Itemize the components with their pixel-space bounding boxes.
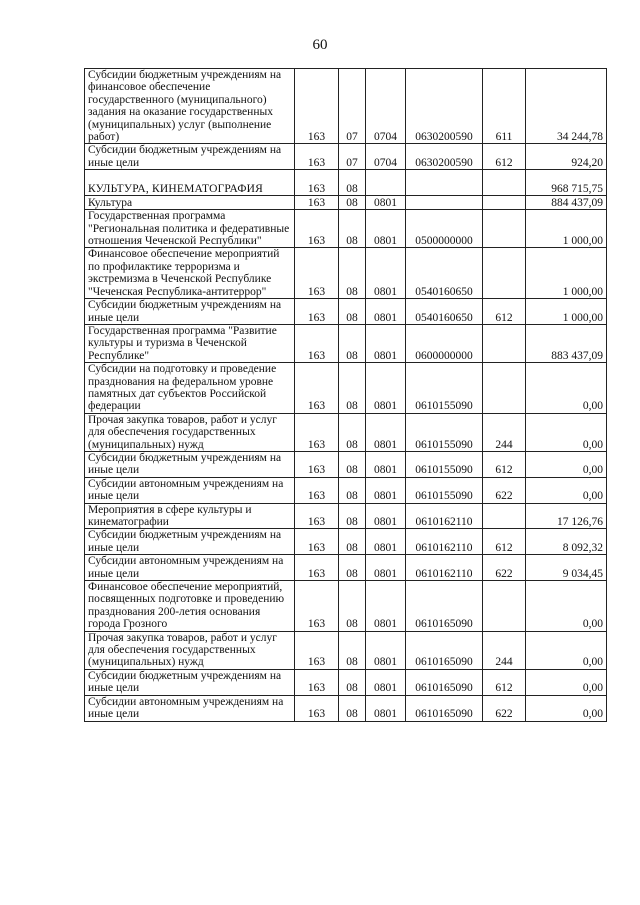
target-item-cell: 0610165090 <box>406 669 483 695</box>
table-row <box>85 581 607 632</box>
section-code-cell: 08 <box>339 324 366 362</box>
expense-type-cell: 244 <box>483 413 526 451</box>
page-number: 60 <box>312 37 328 53</box>
target-item-cell: 0630200590 <box>406 144 483 170</box>
row-name-cell: Субсидии бюджетным учреждениям на иные цели <box>85 529 295 555</box>
subsection-code-cell: 0704 <box>366 69 406 144</box>
ministry-code-cell: 163 <box>295 299 339 325</box>
section-code-cell: 08 <box>339 170 366 196</box>
expense-type-cell: 612 <box>483 299 526 325</box>
row-name-cell: Финансовое обеспечение мероприятий по профилактике терроризма и экстремизма в Чеченской Республике "Чеченская Республика-антитеррор" <box>85 248 295 299</box>
table-row <box>85 363 607 414</box>
row-name-cell: Субсидии бюджетным учреждениям на иные цели <box>85 669 295 695</box>
subsection-code-cell: 0801 <box>366 413 406 451</box>
table-row <box>85 451 607 477</box>
expense-type-cell: 244 <box>483 631 526 669</box>
ministry-code-cell: 163 <box>295 210 339 248</box>
budget-table <box>84 68 607 722</box>
ministry-code-cell: 163 <box>295 324 339 362</box>
amount-cell: 0,00 <box>526 363 607 414</box>
target-item-cell: 0610155090 <box>406 413 483 451</box>
expense-type-cell: 622 <box>483 555 526 581</box>
row-name-cell: Субсидии на подготовку и проведение празднования на федеральном уровне памятных дат субъектов Российской федерации <box>85 363 295 414</box>
subsection-code-cell: 0801 <box>366 669 406 695</box>
row-name-cell: Мероприятия в сфере культуры и кинематографии <box>85 503 295 529</box>
subsection-code-cell: 0801 <box>366 695 406 721</box>
ministry-code-cell: 163 <box>295 695 339 721</box>
section-code-cell: 07 <box>339 144 366 170</box>
target-item-cell: 0610165090 <box>406 695 483 721</box>
amount-cell: 0,00 <box>526 451 607 477</box>
row-name-cell: Субсидии бюджетным учреждениям на финансовое обеспечение государственного (муниципального) задания на оказание государственных (муниципальных) услуг (выполнение работ) <box>85 69 295 144</box>
table-row <box>85 144 607 170</box>
amount-cell: 884 437,09 <box>526 196 607 210</box>
expense-type-cell <box>483 503 526 529</box>
section-code-cell: 08 <box>339 413 366 451</box>
subsection-code-cell: 0801 <box>366 451 406 477</box>
target-item-cell: 0540160650 <box>406 248 483 299</box>
expense-type-cell: 612 <box>483 669 526 695</box>
expense-type-cell <box>483 170 526 196</box>
section-code-cell: 08 <box>339 477 366 503</box>
table-row <box>85 503 607 529</box>
section-code-cell: 08 <box>339 669 366 695</box>
target-item-cell <box>406 196 483 210</box>
subsection-code-cell: 0801 <box>366 555 406 581</box>
section-code-cell: 08 <box>339 581 366 632</box>
target-item-cell: 0610155090 <box>406 477 483 503</box>
amount-cell: 34 244,78 <box>526 69 607 144</box>
table-row <box>85 477 607 503</box>
expense-type-cell: 622 <box>483 695 526 721</box>
table-row <box>85 324 607 362</box>
target-item-cell: 0610162110 <box>406 529 483 555</box>
expense-type-cell: 612 <box>483 529 526 555</box>
row-name-cell: Субсидии автономным учреждениям на иные цели <box>85 695 295 721</box>
subsection-code-cell: 0801 <box>366 196 406 210</box>
table-row <box>85 69 607 144</box>
row-name-cell: Субсидии бюджетным учреждениям на иные цели <box>85 299 295 325</box>
row-name-cell: Прочая закупка товаров, работ и услуг для обеспечения государственных (муниципальных) нужд <box>85 631 295 669</box>
ministry-code-cell: 163 <box>295 170 339 196</box>
row-name-cell: Государственная программа "Развитие культуры и туризма в Чеченской Республике" <box>85 324 295 362</box>
amount-cell: 9 034,45 <box>526 555 607 581</box>
row-name-cell: Прочая закупка товаров, работ и услуг для обеспечения государственных (муниципальных) нужд <box>85 413 295 451</box>
section-code-cell: 08 <box>339 529 366 555</box>
subsection-code-cell: 0801 <box>366 581 406 632</box>
ministry-code-cell: 163 <box>295 631 339 669</box>
table-row <box>85 695 607 721</box>
ministry-code-cell: 163 <box>295 669 339 695</box>
subsection-code-cell: 0801 <box>366 631 406 669</box>
row-name-cell: Субсидии автономным учреждениям на иные цели <box>85 555 295 581</box>
ministry-code-cell: 163 <box>295 581 339 632</box>
amount-cell: 0,00 <box>526 477 607 503</box>
ministry-code-cell: 163 <box>295 413 339 451</box>
row-name-cell: Культура <box>85 196 295 210</box>
ministry-code-cell: 163 <box>295 248 339 299</box>
target-item-cell: 0540160650 <box>406 299 483 325</box>
amount-cell: 0,00 <box>526 631 607 669</box>
table-row <box>85 631 607 669</box>
target-item-cell: 0610155090 <box>406 451 483 477</box>
section-code-cell: 08 <box>339 210 366 248</box>
target-item-cell <box>406 170 483 196</box>
amount-cell: 0,00 <box>526 581 607 632</box>
amount-cell: 924,20 <box>526 144 607 170</box>
ministry-code-cell: 163 <box>295 529 339 555</box>
row-name-cell: Субсидии бюджетным учреждениям на иные цели <box>85 451 295 477</box>
row-name-cell: Субсидии автономным учреждениям на иные цели <box>85 477 295 503</box>
amount-cell: 17 126,76 <box>526 503 607 529</box>
subsection-code-cell: 0801 <box>366 529 406 555</box>
ministry-code-cell: 163 <box>295 451 339 477</box>
section-code-cell: 08 <box>339 555 366 581</box>
table-row <box>85 529 607 555</box>
amount-cell: 1 000,00 <box>526 210 607 248</box>
subsection-code-cell: 0801 <box>366 477 406 503</box>
row-name-cell: Субсидии бюджетным учреждениям на иные цели <box>85 144 295 170</box>
ministry-code-cell: 163 <box>295 477 339 503</box>
amount-cell: 0,00 <box>526 669 607 695</box>
ministry-code-cell: 163 <box>295 196 339 210</box>
table-row <box>85 170 607 196</box>
amount-cell: 0,00 <box>526 695 607 721</box>
table-row <box>85 210 607 248</box>
budget-table-body <box>85 69 607 722</box>
row-name-cell: Финансовое обеспечение мероприятий, посвященных подготовке и проведению празднования 200-летия основания города Грозного <box>85 581 295 632</box>
subsection-code-cell: 0801 <box>366 324 406 362</box>
target-item-cell: 0610155090 <box>406 363 483 414</box>
expense-type-cell: 611 <box>483 69 526 144</box>
ministry-code-cell: 163 <box>295 69 339 144</box>
target-item-cell: 0600000000 <box>406 324 483 362</box>
expense-type-cell: 612 <box>483 451 526 477</box>
amount-cell: 1 000,00 <box>526 248 607 299</box>
target-item-cell: 0630200590 <box>406 69 483 144</box>
amount-cell: 0,00 <box>526 413 607 451</box>
section-code-cell: 08 <box>339 451 366 477</box>
section-code-cell: 08 <box>339 248 366 299</box>
row-name-cell: КУЛЬТУРА, КИНЕМАТОГРАФИЯ <box>85 170 295 196</box>
subsection-code-cell: 0704 <box>366 144 406 170</box>
section-code-cell: 08 <box>339 299 366 325</box>
section-code-cell: 08 <box>339 196 366 210</box>
expense-type-cell <box>483 210 526 248</box>
section-code-cell: 08 <box>339 631 366 669</box>
target-item-cell: 0610162110 <box>406 503 483 529</box>
row-name-cell: Государственная программа "Региональная политика и федеративные отношения Чеченской Республики" <box>85 210 295 248</box>
expense-type-cell <box>483 363 526 414</box>
table-row <box>85 669 607 695</box>
ministry-code-cell: 163 <box>295 555 339 581</box>
subsection-code-cell: 0801 <box>366 299 406 325</box>
amount-cell: 883 437,09 <box>526 324 607 362</box>
target-item-cell: 0500000000 <box>406 210 483 248</box>
section-code-cell: 08 <box>339 695 366 721</box>
subsection-code-cell: 0801 <box>366 210 406 248</box>
subsection-code-cell: 0801 <box>366 363 406 414</box>
amount-cell: 1 000,00 <box>526 299 607 325</box>
subsection-code-cell <box>366 170 406 196</box>
expense-type-cell <box>483 248 526 299</box>
section-code-cell: 08 <box>339 503 366 529</box>
ministry-code-cell: 163 <box>295 144 339 170</box>
table-row <box>85 299 607 325</box>
expense-type-cell: 612 <box>483 144 526 170</box>
section-code-cell: 07 <box>339 69 366 144</box>
table-row <box>85 413 607 451</box>
subsection-code-cell: 0801 <box>366 503 406 529</box>
table-row <box>85 555 607 581</box>
expense-type-cell: 622 <box>483 477 526 503</box>
table-row <box>85 196 607 210</box>
expense-type-cell <box>483 581 526 632</box>
amount-cell: 968 715,75 <box>526 170 607 196</box>
ministry-code-cell: 163 <box>295 363 339 414</box>
table-row <box>85 248 607 299</box>
ministry-code-cell: 163 <box>295 503 339 529</box>
expense-type-cell <box>483 196 526 210</box>
expense-type-cell <box>483 324 526 362</box>
target-item-cell: 0610162110 <box>406 555 483 581</box>
subsection-code-cell: 0801 <box>366 248 406 299</box>
target-item-cell: 0610165090 <box>406 631 483 669</box>
section-code-cell: 08 <box>339 363 366 414</box>
amount-cell: 8 092,32 <box>526 529 607 555</box>
target-item-cell: 0610165090 <box>406 581 483 632</box>
